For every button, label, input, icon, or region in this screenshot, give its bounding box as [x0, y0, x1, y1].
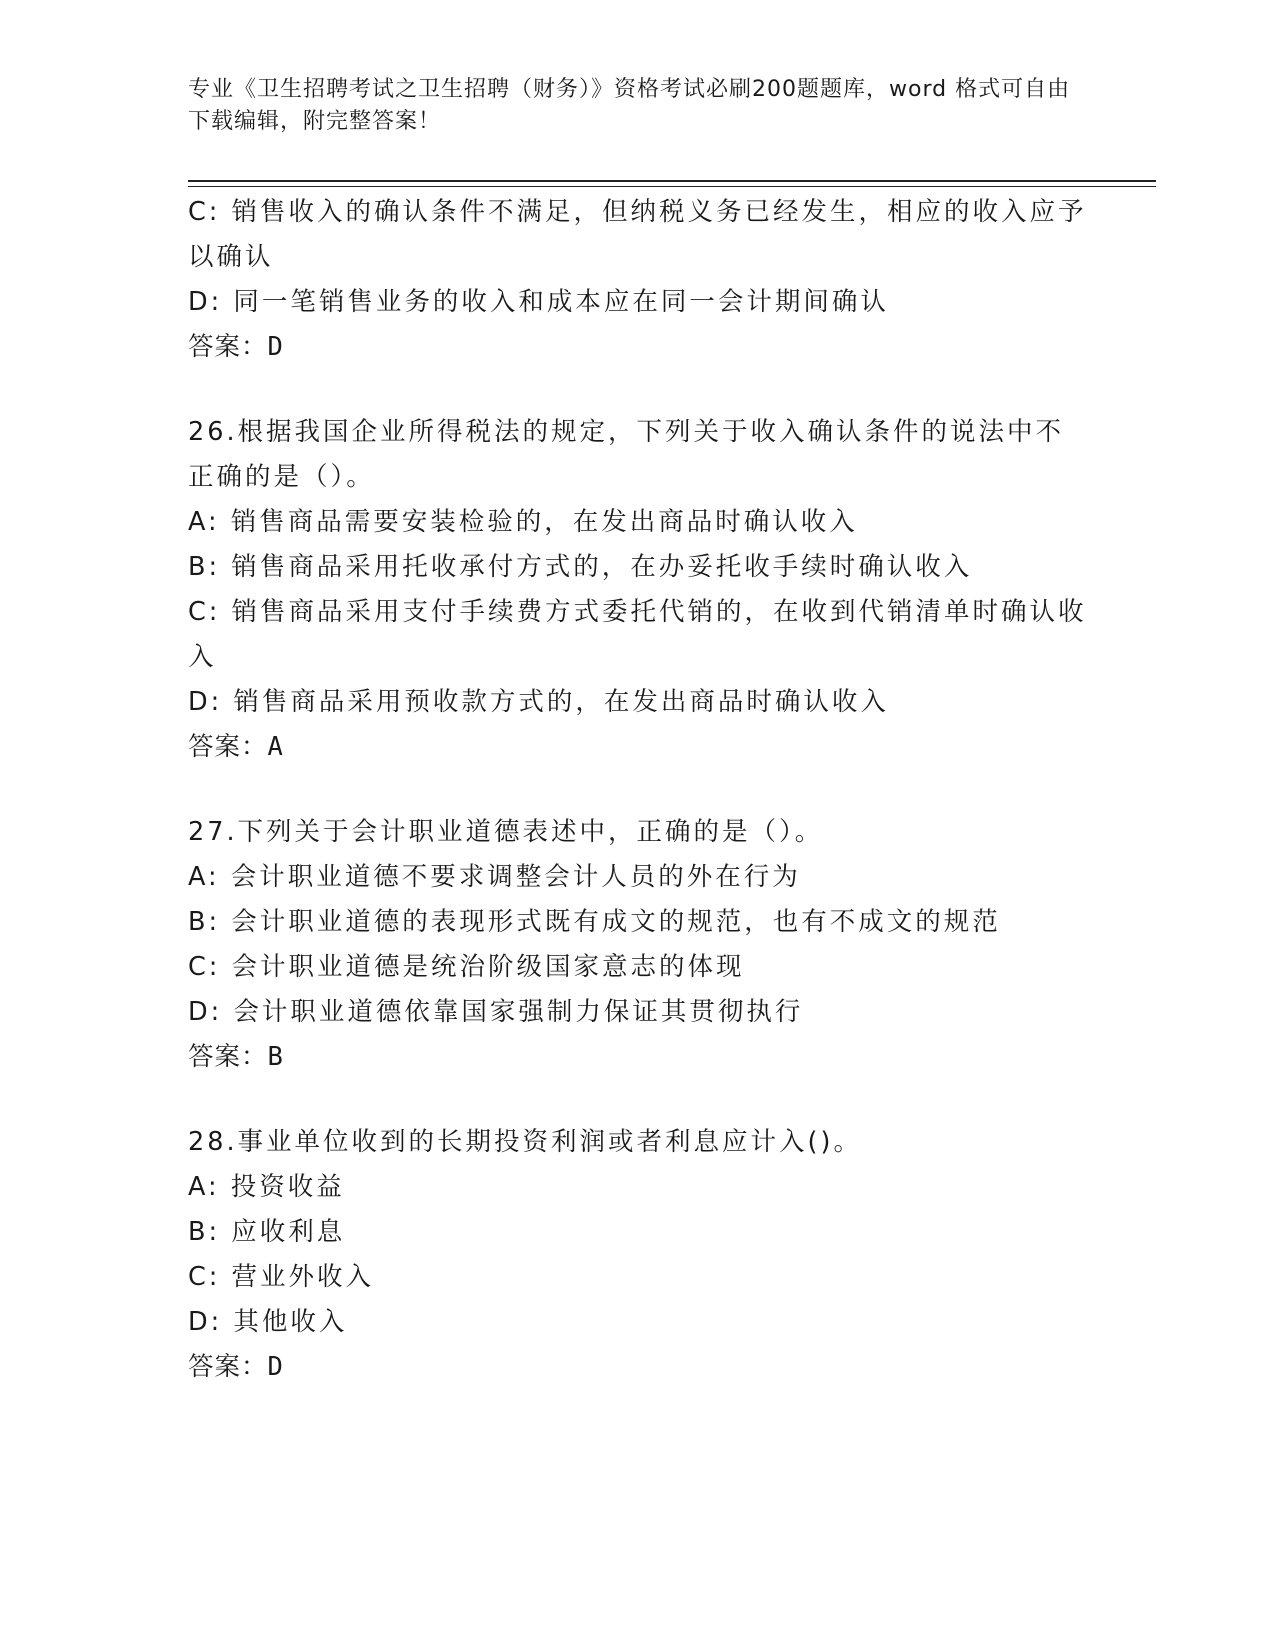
- option-b: B: 会计职业道德的表现形式既有成文的规范，也有不成文的规范: [188, 907, 1001, 937]
- option-d: D: 同一笔销售业务的收入和成本应在同一会计期间确认: [188, 287, 889, 317]
- header-title: 专业《卫生招聘考试之卫生招聘（财务）》资格考试必刷200题题库，word 格式可自由下载编辑，附完整答案！: [188, 77, 1071, 134]
- document-header: [188, 74, 1088, 138]
- question-title: 26.根据我国企业所得税法的规定，下列关于收入确认条件的说法中不正确的是（）。: [188, 417, 1065, 492]
- option-c: C: 销售收入的确认条件不满足，但纳税义务已经发生，相应的收入应予以确认: [188, 197, 1087, 272]
- option-b: B: 销售商品采用托收承付方式的，在办妥托收手续时确认收入: [188, 552, 973, 582]
- answer-line: 答案：A: [188, 732, 284, 762]
- question-title: 28.事业单位收到的长期投资利润或者利息应计入()。: [188, 1127, 862, 1157]
- header-divider-thick: [188, 180, 1156, 182]
- option-c: C: 营业外收入: [188, 1262, 375, 1292]
- option-a: A: 投资收益: [188, 1172, 345, 1202]
- option-d: D: 会计职业道德依靠国家强制力保证其贯彻执行: [188, 997, 804, 1027]
- option-b: B: 应收利息: [188, 1217, 346, 1247]
- header-divider-thin: [188, 186, 1156, 187]
- answer-line: 答案：D: [188, 332, 284, 362]
- question-block: [188, 1120, 1088, 1390]
- question-block: [188, 810, 1088, 1080]
- question-list: [188, 190, 1088, 1390]
- option-a: A: 销售商品需要安装检验的，在发出商品时确认收入: [188, 507, 858, 537]
- answer-line: 答案：B: [188, 1042, 284, 1072]
- option-d: D: 其他收入: [188, 1307, 348, 1337]
- question-block: [188, 410, 1088, 770]
- question-title: 27.下列关于会计职业道德表述中，正确的是（）。: [188, 817, 824, 847]
- option-c: C: 会计职业道德是统治阶级国家意志的体现: [188, 952, 745, 982]
- option-a: A: 会计职业道德不要求调整会计人员的外在行为: [188, 862, 801, 892]
- option-c: C: 销售商品采用支付手续费方式委托代销的，在收到代销清单时确认收入: [188, 597, 1087, 672]
- answer-line: 答案：D: [188, 1352, 284, 1382]
- question-block: [188, 190, 1088, 370]
- option-d: D: 销售商品采用预收款方式的，在发出商品时确认收入: [188, 687, 889, 717]
